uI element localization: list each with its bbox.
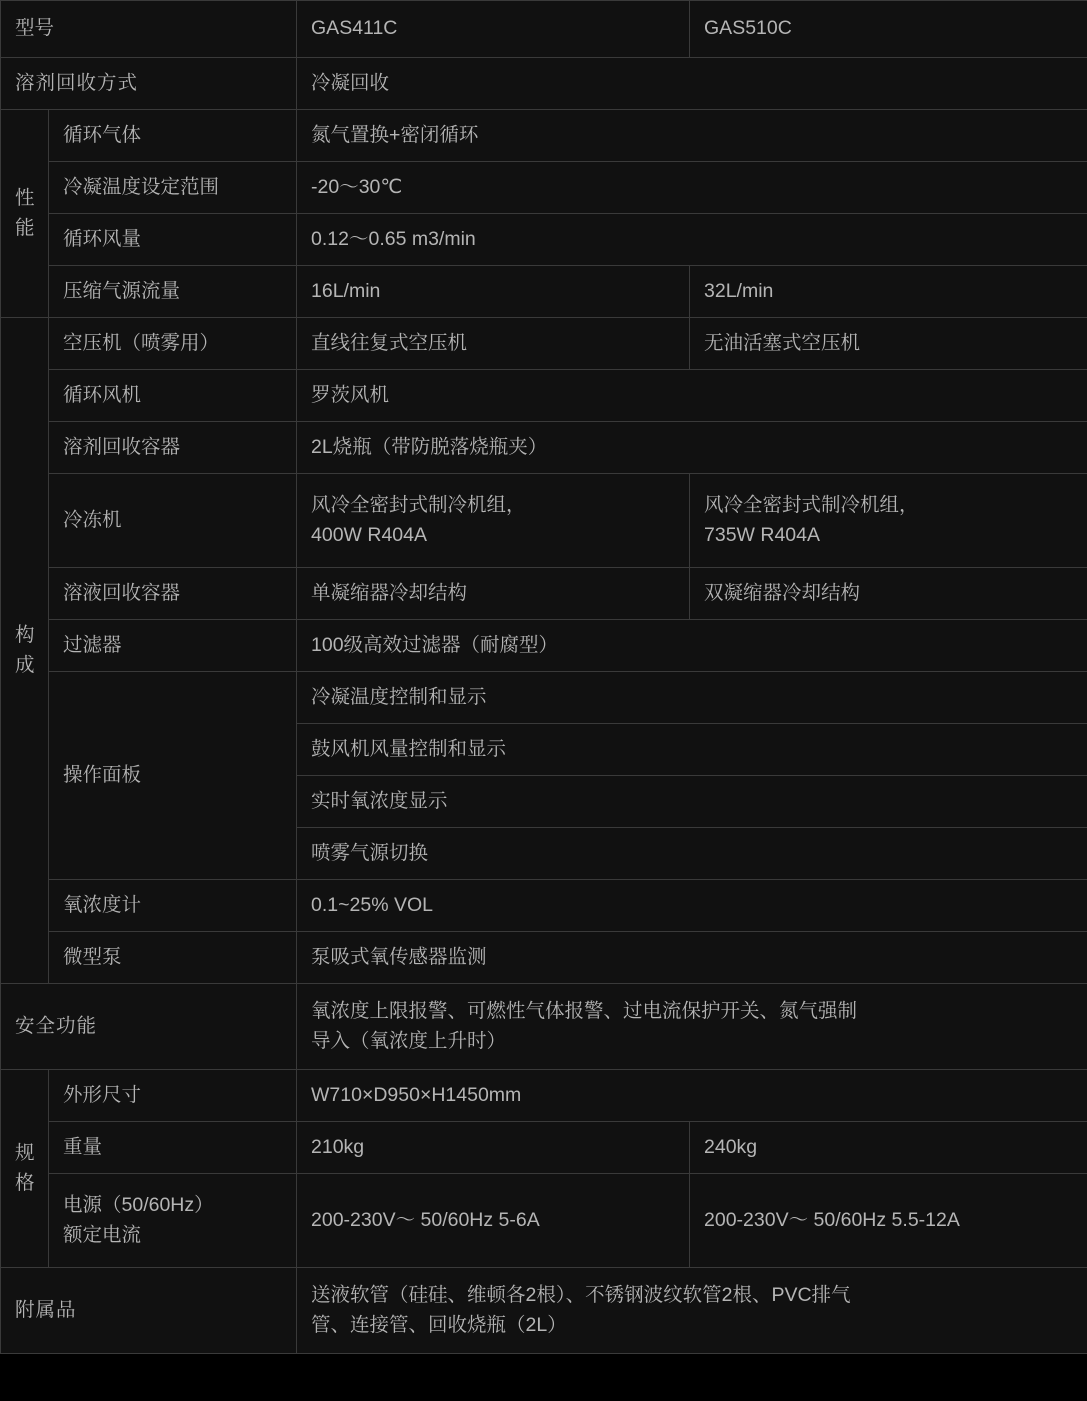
value-operation-panel-1: 冷凝温度控制和显示 — [297, 672, 1087, 724]
value-accessories-line2: 管、连接管、回收烧瓶（2L） — [311, 1313, 567, 1336]
value-micro-pump: 泵吸式氧传感器监测 — [297, 932, 1087, 984]
value-safety-line1: 氧浓度上限报警、可燃性气体报警、过电流保护开关、氮气强制 — [311, 1000, 858, 1023]
header-label: 型号 — [1, 1, 297, 58]
table-row-refrigerator — [1, 474, 1087, 568]
label-compressed-air-flow: 压缩气源流量 — [49, 266, 297, 318]
table-row-accessories — [1, 1268, 1087, 1354]
value-compressed-air-flow-1: 16L/min — [297, 266, 690, 318]
value-solution-recovery-container-1: 单凝缩器冷却结构 — [297, 568, 690, 620]
label-filter: 过滤器 — [49, 620, 297, 672]
value-refrigerator-1-line1: 风冷全密封式制冷机组， — [311, 494, 526, 517]
value-refrigerator-2-line1: 风冷全密封式制冷机组， — [704, 494, 919, 517]
table-row-oxygen-meter — [1, 880, 1087, 932]
value-circulating-air-volume: 0.12～0.65 m3/min — [297, 214, 1087, 266]
value-weight-2: 240kg — [690, 1122, 1087, 1174]
group-performance: 性能 — [1, 110, 49, 318]
label-weight: 重量 — [49, 1122, 297, 1174]
label-safety: 安全功能 — [1, 984, 297, 1070]
value-filter: 100级高效过滤器（耐腐型） — [297, 620, 1087, 672]
table-row-power-supply — [1, 1174, 1087, 1268]
value-operation-panel-4: 喷雾气源切换 — [297, 828, 1087, 880]
label-condensing-temp-range: 冷凝温度设定范围 — [49, 162, 297, 214]
table-row-operation-panel-1 — [1, 672, 1087, 724]
recovery-method-value: 冷凝回收 — [297, 58, 1087, 110]
value-power-supply-2: 200-230V～ 50/60Hz 5.5-12A — [690, 1174, 1087, 1268]
table-row-solvent-recovery-container — [1, 422, 1087, 474]
value-circulation-fan: 罗茨风机 — [297, 370, 1087, 422]
value-power-supply-1: 200-230V～ 50/60Hz 5-6A — [297, 1174, 690, 1268]
label-oxygen-meter: 氧浓度计 — [49, 880, 297, 932]
label-air-compressor: 空压机（喷雾用） — [49, 318, 297, 370]
label-solvent-recovery-container: 溶剂回收容器 — [49, 422, 297, 474]
value-solvent-recovery-container: 2L烧瓶（带防脱落烧瓶夹） — [297, 422, 1087, 474]
label-operation-panel: 操作面板 — [49, 672, 297, 880]
group-composition: 构成 — [1, 318, 49, 984]
table-row-air-compressor — [1, 318, 1087, 370]
value-safety — [297, 984, 1087, 1070]
label-power-supply-line2: 额定电流 — [63, 1223, 142, 1246]
table-row-safety — [1, 984, 1087, 1070]
table-row-circulating-gas — [1, 110, 1087, 162]
value-oxygen-meter: 0.1~25% VOL — [297, 880, 1087, 932]
label-solution-recovery-container: 溶液回收容器 — [49, 568, 297, 620]
value-compressed-air-flow-2: 32L/min — [690, 266, 1087, 318]
label-circulating-gas: 循环气体 — [49, 110, 297, 162]
label-accessories: 附属品 — [1, 1268, 297, 1354]
value-solution-recovery-container-2: 双凝缩器冷却结构 — [690, 568, 1087, 620]
value-safety-line2: 导入（氧浓度上升时） — [311, 1029, 507, 1052]
value-refrigerator-1 — [297, 474, 690, 568]
table-row-condensing-temp-range — [1, 162, 1087, 214]
label-power-supply — [49, 1174, 297, 1268]
table-row-compressed-air-flow — [1, 266, 1087, 318]
label-circulation-fan: 循环风机 — [49, 370, 297, 422]
table-row-circulation-fan — [1, 370, 1087, 422]
label-circulating-air-volume: 循环风量 — [49, 214, 297, 266]
value-accessories-line1: 送液软管（硅硅、维顿各2根）、不锈钢波纹软管2根、PVC排气 — [311, 1284, 851, 1307]
value-air-compressor-1: 直线往复式空压机 — [297, 318, 690, 370]
value-condensing-temp-range: -20～30℃ — [297, 162, 1087, 214]
table-row-circulating-air-volume — [1, 214, 1087, 266]
table-row-micro-pump — [1, 932, 1087, 984]
value-circulating-gas: 氮气置换+密闭循环 — [297, 110, 1087, 162]
value-refrigerator-2-line2: 735W R404A — [704, 523, 820, 546]
table-row-model — [1, 1, 1087, 58]
header-model-2: GAS510C — [690, 1, 1087, 58]
table-row-filter — [1, 620, 1087, 672]
value-operation-panel-2: 鼓风机风量控制和显示 — [297, 724, 1087, 776]
value-accessories — [297, 1268, 1087, 1354]
table-row-recovery-method — [1, 58, 1087, 110]
table-row-solution-recovery-container — [1, 568, 1087, 620]
table-row-dimensions — [1, 1070, 1087, 1122]
value-dimensions: W710×D950×H1450mm — [297, 1070, 1087, 1122]
value-refrigerator-1-line2: 400W R404A — [311, 523, 427, 546]
value-operation-panel-3: 实时氧浓度显示 — [297, 776, 1087, 828]
label-power-supply-line1: 电源（50/60Hz） — [63, 1194, 214, 1217]
table-row-weight — [1, 1122, 1087, 1174]
value-refrigerator-2 — [690, 474, 1087, 568]
group-spec: 规格 — [1, 1070, 49, 1268]
value-air-compressor-2: 无油活塞式空压机 — [690, 318, 1087, 370]
label-micro-pump: 微型泵 — [49, 932, 297, 984]
value-weight-1: 210kg — [297, 1122, 690, 1174]
recovery-method-label: 溶剂回收方式 — [1, 58, 297, 110]
label-refrigerator: 冷冻机 — [49, 474, 297, 568]
header-model-1: GAS411C — [297, 1, 690, 58]
label-dimensions: 外形尺寸 — [49, 1070, 297, 1122]
